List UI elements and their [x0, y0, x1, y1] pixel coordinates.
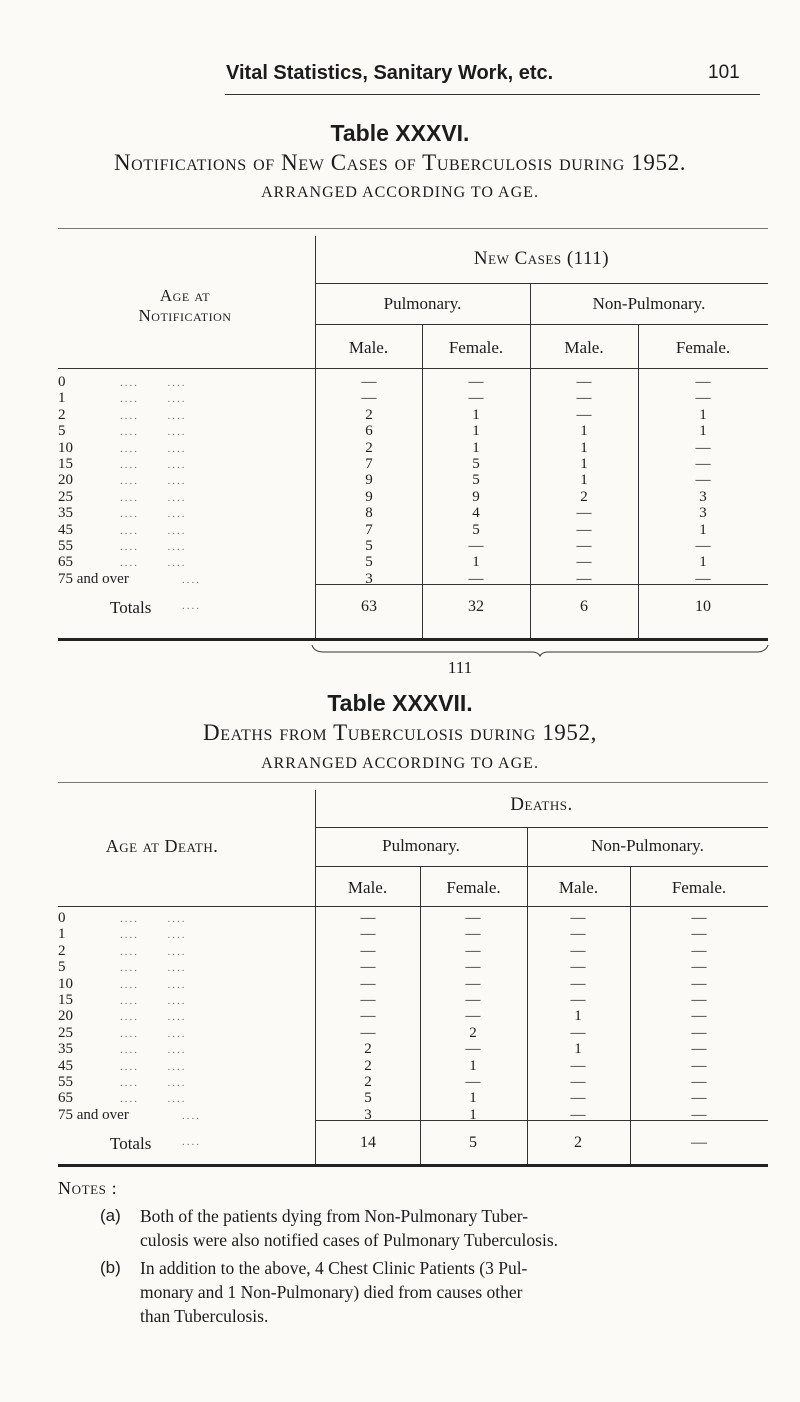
running-head	[0, 62, 800, 92]
age-group-label: 5	[58, 959, 66, 976]
table-cell: 7	[365, 521, 373, 538]
note-a-letter: (a)	[100, 1206, 121, 1225]
table-cell: 1	[469, 1057, 477, 1074]
table-cell: —	[570, 959, 586, 976]
table-cell: 7	[365, 456, 373, 472]
table-cell: 5	[365, 554, 373, 571]
dot-leader: .... ....	[120, 541, 187, 553]
table-cell: —	[691, 910, 707, 926]
table-cell: 2	[364, 1057, 372, 1074]
table1-col-nonpul-male: Male.	[564, 338, 604, 357]
table1-caption-line2: ARRANGED ACCORDING TO AGE.	[261, 184, 539, 201]
table2-total-nonpul-female: —	[691, 1134, 707, 1151]
dot-leader: .... ....	[120, 393, 187, 406]
table-cell: 1	[574, 1008, 582, 1025]
table-cell: —	[691, 1057, 707, 1074]
table1-total-brace	[310, 643, 770, 657]
age-group-label: 10	[58, 975, 73, 992]
table-cell: —	[465, 1008, 481, 1025]
note-b-line1: In addition to the above, 4 Chest Clinic Patients (3 Pul-	[140, 1258, 528, 1278]
dot-leader: .... ....	[120, 426, 187, 439]
table-cell: —	[360, 992, 376, 1008]
age-group-label: 2	[58, 406, 66, 423]
dot-leader: .... ....	[120, 409, 187, 422]
age-group-label: 1	[58, 926, 66, 943]
table-cell: 2	[365, 439, 373, 456]
table2-bottom-rule	[58, 1164, 768, 1167]
dot-leader: .... ....	[120, 913, 187, 925]
dot-leader: .... ....	[120, 491, 187, 504]
note-a	[140, 1204, 750, 1252]
notes	[0, 1178, 800, 1378]
table-cell: —	[570, 1024, 586, 1041]
age-group-label: 20	[58, 1008, 73, 1025]
table-cell: —	[576, 538, 592, 554]
age-group-label: 0	[58, 910, 66, 926]
table2-pulmonary-header: Pulmonary.	[382, 836, 460, 855]
table1	[0, 228, 800, 677]
table2-group-header: Deaths.	[510, 794, 573, 815]
dot-leader: .... ....	[120, 524, 187, 537]
table-cell: —	[468, 570, 484, 587]
table-row	[0, 571, 800, 592]
note-b-line3: than Tuberculosis.	[140, 1306, 269, 1326]
table-cell: —	[576, 570, 592, 587]
dot-leader: .... ....	[120, 1077, 187, 1089]
table2-totals-leader: ....	[182, 1136, 201, 1148]
table-cell: 2	[469, 1024, 477, 1041]
age-group-label: 35	[58, 505, 73, 522]
note-b-line2: monary and 1 Non-Pulmonary) died from causes other	[140, 1282, 523, 1302]
age-group-label: 10	[58, 439, 73, 456]
table1-age-header-line2: Notification	[138, 306, 232, 325]
table1-total-nonpul-female: 10	[695, 598, 711, 615]
table-cell: —	[691, 1008, 707, 1025]
table-cell: —	[691, 942, 707, 959]
table1-caption-line1: Notifications of New Cases of Tuberculosis during 1952.	[113, 150, 687, 175]
table-cell: —	[695, 456, 711, 472]
table1-totals-label: Totals	[110, 598, 152, 617]
table-cell: —	[695, 390, 711, 407]
table-cell: —	[570, 1106, 586, 1123]
age-group-label: 55	[58, 538, 73, 554]
dot-leader: .... ....	[120, 962, 187, 975]
table-cell: 1	[469, 1090, 477, 1107]
table-cell: —	[691, 1090, 707, 1107]
table-cell: 2	[364, 1041, 372, 1058]
table1-totals-row	[0, 598, 800, 619]
table-cell: —	[360, 959, 376, 976]
table-cell: 5	[365, 538, 373, 554]
dot-leader: .... ....	[120, 508, 187, 521]
table-cell: —	[465, 959, 481, 976]
table-cell: 3	[365, 570, 373, 587]
age-group-label: 20	[58, 472, 73, 489]
running-head-rule	[225, 94, 760, 95]
table-cell: —	[468, 374, 484, 390]
table-cell: 5	[472, 456, 480, 472]
table-cell: 9	[365, 488, 373, 505]
table1-total-pul-male: 63	[361, 598, 377, 615]
table2-caption-line2: ARRANGED ACCORDING TO AGE.	[261, 755, 539, 772]
age-group-label: 5	[58, 423, 66, 440]
table1-age-header-line1: Age at	[159, 286, 211, 305]
table-cell: —	[465, 975, 481, 992]
table-cell: 2	[364, 1074, 372, 1090]
table1-header-rule	[58, 368, 768, 369]
dot-leader: ....	[182, 1109, 201, 1122]
table-cell: —	[576, 406, 592, 423]
table-cell: —	[465, 910, 481, 926]
age-group-label: 65	[58, 1090, 73, 1107]
dot-leader: .... ....	[120, 442, 187, 455]
table-cell: —	[465, 942, 481, 959]
table-cell: —	[361, 390, 377, 407]
table-cell: —	[576, 390, 592, 407]
age-group-label: 25	[58, 1024, 73, 1041]
table-cell: —	[695, 570, 711, 587]
dot-leader: .... ....	[120, 978, 187, 991]
table-cell: 1	[699, 423, 707, 440]
table1-group-rule	[315, 283, 768, 284]
age-group-label: 65	[58, 554, 73, 571]
table-cell: —	[465, 1074, 481, 1090]
table-cell: 1	[472, 439, 480, 456]
table-row	[0, 1107, 800, 1128]
table-cell: —	[570, 1090, 586, 1107]
table1-sub-rule	[315, 324, 768, 325]
dot-leader: .... ....	[120, 557, 187, 570]
running-head-title: Vital Statistics, Sanitary Work, etc.	[226, 62, 554, 84]
table2-age-header: Age at Death.	[105, 836, 219, 856]
page-number: 101	[708, 62, 740, 83]
table-cell: —	[570, 910, 586, 926]
table-cell: —	[361, 374, 377, 390]
table-cell: —	[691, 1074, 707, 1090]
age-group-label: 15	[58, 456, 73, 472]
table1-top-rule	[58, 228, 768, 229]
age-group-label: 1	[58, 390, 66, 407]
table-cell: —	[576, 521, 592, 538]
table2-top-rule	[58, 782, 768, 783]
table-cell: —	[465, 926, 481, 943]
table-cell: —	[695, 374, 711, 390]
table-cell: 1	[699, 521, 707, 538]
table1-col-pul-male: Male.	[348, 338, 389, 357]
table-cell: 2	[580, 488, 588, 505]
table-cell: —	[691, 1041, 707, 1058]
table-cell: —	[576, 554, 592, 571]
table-cell: —	[691, 975, 707, 992]
dot-leader: .... ....	[120, 459, 187, 471]
table-cell: —	[691, 1024, 707, 1041]
dot-leader: .... ....	[120, 1027, 187, 1040]
age-group-label: 25	[58, 488, 73, 505]
table2-total-nonpul-male: 2	[574, 1134, 582, 1151]
table-cell: 1	[580, 439, 588, 456]
table2-totals-label: Totals	[110, 1134, 152, 1153]
table-cell: 1	[580, 456, 588, 472]
note-b	[140, 1256, 750, 1328]
dot-leader: .... ....	[120, 995, 187, 1007]
table-cell: —	[360, 1024, 376, 1041]
table-cell: 1	[580, 423, 588, 440]
table-cell: 5	[364, 1090, 372, 1107]
age-group-label: 0	[58, 374, 66, 390]
table1-col-nonpul-female: Female.	[675, 338, 731, 357]
table-cell: 6	[365, 423, 373, 440]
table-cell: 1	[574, 1041, 582, 1058]
age-group-label: 45	[58, 521, 73, 538]
age-group-label: 75 and over	[58, 1106, 129, 1123]
dot-leader: .... ....	[120, 1093, 187, 1106]
table-cell: —	[360, 926, 376, 943]
dot-leader: .... ....	[120, 475, 187, 488]
note-b-letter: (b)	[100, 1258, 121, 1277]
table-cell: —	[691, 992, 707, 1008]
table-cell: 9	[365, 472, 373, 489]
table2-title: Table XXXVII.	[327, 690, 473, 716]
table-cell: 1	[472, 554, 480, 571]
table-cell: 5	[472, 472, 480, 489]
table-cell: —	[695, 472, 711, 489]
table-cell: 4	[472, 505, 480, 522]
table-cell: 3	[364, 1106, 372, 1123]
table-cell: 2	[365, 406, 373, 423]
table-cell: —	[465, 992, 481, 1008]
table-cell: —	[570, 926, 586, 943]
dot-leader: .... ....	[120, 377, 187, 389]
table2-sub-rule	[315, 866, 768, 867]
table-cell: —	[576, 505, 592, 522]
table-cell: —	[570, 942, 586, 959]
table-cell: 8	[365, 505, 373, 522]
table-cell: —	[691, 1106, 707, 1123]
age-group-label: 75 and over	[58, 570, 129, 587]
table-cell: —	[360, 910, 376, 926]
table2-col-nonpul-male: Male.	[558, 878, 599, 897]
table1-totals-leader: ....	[182, 600, 201, 612]
table-cell: —	[465, 1041, 481, 1058]
table-cell: 5	[472, 521, 480, 538]
table2	[0, 782, 800, 1172]
table1-pulmonary-header: Pulmonary.	[383, 294, 462, 313]
dot-leader: .... ....	[120, 1011, 187, 1024]
table-cell: —	[695, 538, 711, 554]
table-cell: 1	[699, 406, 707, 423]
table-cell: —	[468, 538, 484, 554]
table-cell: 9	[472, 488, 480, 505]
table2-total-pul-male: 14	[360, 1134, 376, 1151]
age-group-label: 2	[58, 942, 66, 959]
table1-total-nonpul-male: 6	[580, 598, 588, 615]
age-group-label: 15	[58, 992, 73, 1008]
table-cell: 3	[699, 488, 707, 505]
table-cell: —	[468, 390, 484, 407]
table2-caption-line1: Deaths from Tuberculosis during 1952,	[203, 720, 597, 745]
table1-bottom-rule	[58, 638, 768, 641]
table-cell: —	[570, 975, 586, 992]
table2-totals-row	[0, 1134, 800, 1155]
table1-grand-total: 111	[447, 658, 473, 677]
age-group-label: 45	[58, 1057, 73, 1074]
dot-leader: .... ....	[120, 929, 187, 942]
table-cell: —	[576, 374, 592, 390]
table-cell: —	[570, 1074, 586, 1090]
dot-leader: .... ....	[120, 1060, 187, 1073]
table2-col-pul-female: Female.	[446, 878, 501, 897]
table-cell: —	[691, 926, 707, 943]
table1-group-header: New Cases (111)	[473, 248, 610, 269]
table-cell: —	[570, 992, 586, 1008]
table-cell: 3	[699, 505, 707, 522]
table-cell: —	[360, 1008, 376, 1025]
dot-leader: .... ....	[120, 1044, 187, 1057]
table-cell: 1	[469, 1106, 477, 1123]
age-group-label: 35	[58, 1041, 73, 1058]
table-cell: 1	[580, 472, 588, 489]
table-cell: —	[695, 439, 711, 456]
table-cell: —	[360, 942, 376, 959]
table1-non-pulmonary-header: Non-Pulmonary.	[592, 294, 706, 313]
dot-leader: .... ....	[120, 945, 187, 958]
dot-leader: ....	[182, 573, 201, 586]
table1-title: Table XXXVI.	[330, 120, 470, 146]
table2-header-rule	[58, 906, 768, 907]
note-a-line2: culosis were also notified cases of Pulmonary Tuberculosis.	[140, 1230, 559, 1250]
table-cell: —	[570, 1057, 586, 1074]
table-cell: 1	[472, 423, 480, 440]
table2-total-pul-female: 5	[469, 1134, 477, 1151]
table2-non-pulmonary-header: Non-Pulmonary.	[591, 836, 704, 855]
table-cell: —	[691, 959, 707, 976]
age-group-label: 55	[58, 1074, 73, 1090]
table1-col-pul-female: Female.	[448, 338, 504, 357]
notes-label: Notes :	[58, 1178, 118, 1198]
table2-col-pul-male: Male.	[347, 878, 388, 897]
table2-group-rule	[315, 827, 768, 828]
table-cell: —	[360, 975, 376, 992]
note-a-line1: Both of the patients dying from Non-Pulmonary Tuber-	[140, 1206, 529, 1226]
table1-total-pul-female: 32	[468, 598, 484, 615]
table-cell: 1	[472, 406, 480, 423]
table-cell: 1	[699, 554, 707, 571]
table2-col-nonpul-female: Female.	[671, 878, 727, 897]
